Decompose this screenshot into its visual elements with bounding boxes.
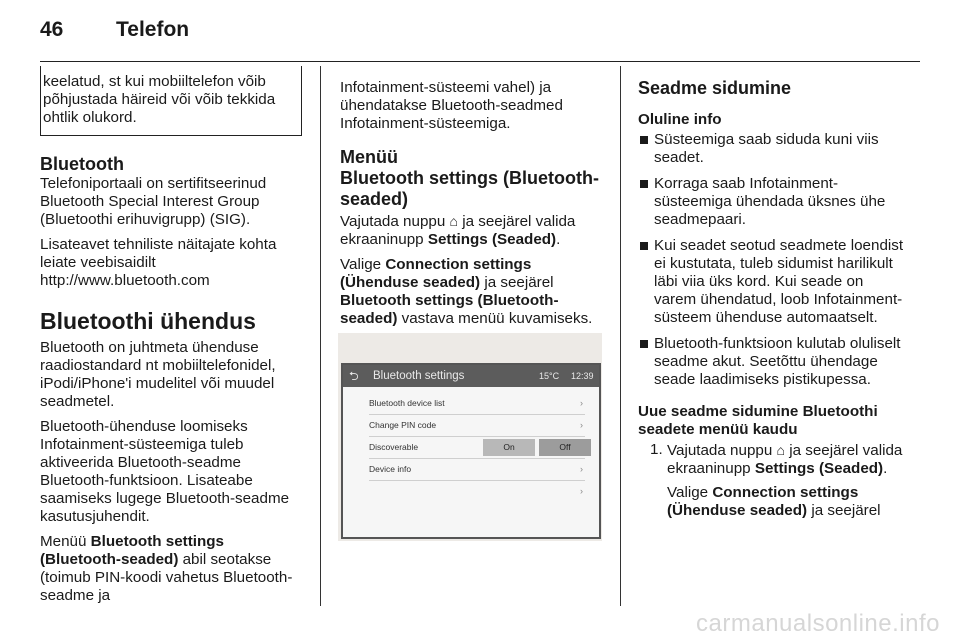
- chevron-right-icon: ›: [580, 464, 583, 474]
- heading-important-info: Oluline info: [638, 111, 722, 128]
- paragraph-bluetooth-intro: Bluetooth on juhtmeta ühenduse raadiostandard nt mobiiltelefonidel, iPodi/iPhone'i mudelitel või muudel seadmetel.: [40, 339, 276, 410]
- heading-bluetooth: Bluetooth: [40, 154, 124, 174]
- menu-row-empty: [369, 481, 585, 502]
- temperature-readout: 15°C: [539, 371, 560, 381]
- column-divider-2: [620, 66, 621, 606]
- column-2: [340, 79, 604, 335]
- column-3: [638, 78, 904, 526]
- list-item: Kui seadet seotud seadmete loendist ei kustutata, tuleb sidumist harilikult läbi viia üks kord. Kui seade on varem ühendatud, loob Infotainment-süsteem ühenduse automaatselt.: [638, 237, 904, 327]
- screen-title: Bluetooth settings: [373, 370, 465, 382]
- list-item: Korraga saab Infotainment-süsteemiga ühendada üksnes ühe seadmepaari.: [638, 175, 904, 229]
- heading-bluetooth-connection: Bluetoothi ühendus: [40, 308, 256, 334]
- back-arrow-icon[interactable]: ⮌: [349, 369, 359, 383]
- chevron-right-icon: ›: [580, 398, 583, 408]
- paragraph-select-settings: Valige Connection settings (Ühenduse seaded) ja seejärel Bluetooth settings (Bluetooth-seaded) vastava menüü kuvamiseks.: [340, 256, 593, 327]
- watermark: carmanualsonline.info: [696, 610, 940, 637]
- bullet-square-icon: [640, 340, 648, 348]
- heading-device-pairing: Seadme sidumine: [638, 78, 792, 98]
- discoverable-on-button[interactable]: On: [483, 439, 535, 456]
- column-1: [40, 66, 302, 612]
- home-icon: ⌂: [449, 213, 458, 229]
- heading-bluetooth-settings: Bluetooth settings (Bluetooth-seaded): [340, 168, 599, 209]
- menu-row-device-list[interactable]: Bluetooth device list ›: [369, 393, 585, 415]
- discoverable-off-button[interactable]: Off: [539, 439, 591, 456]
- page-header: [40, 18, 189, 42]
- column-divider-1: [320, 66, 321, 606]
- paragraph-certification: Telefoniportaali on sertifitseerinud Bluetooth Special Interest Group (Bluetoothi erihuvigrupp) (SIG).: [40, 175, 267, 228]
- heading-new-device-pairing: Uue seadme sidumine Bluetoothi seadete menüü kaudu: [638, 403, 878, 438]
- list-item: Bluetooth-funktsioon kulutab oluliselt seadme akut. Seetõttu ühendage seade laadimiseks pistikupessa.: [638, 335, 904, 389]
- menu-row-discoverable: Discoverable On Off: [369, 437, 585, 459]
- step-item: 1. Vajutada nuppu ⌂ ja seejärel valida ekraaninupp Settings (Seaded).: [650, 441, 903, 477]
- bullet-square-icon: [640, 136, 648, 144]
- chevron-right-icon: ›: [580, 420, 583, 430]
- chapter-title: Telefon: [116, 18, 190, 41]
- warning-note-box: keelatud, st kui mobiiltelefon võib põhjustada häireid või võib tekkida ohtlik olukord.: [40, 66, 302, 136]
- paragraph-activation: Bluetooth-ühenduse loomiseks Infotainment-süsteemiga tuleb aktiveerida Bluetooth-seadme Bluetooth-funktsioon. Lisateabe saamiseks lugege Bluetooth-seadme kasutusjuhendit.: [40, 418, 290, 525]
- chevron-right-icon: ›: [580, 486, 583, 496]
- infotainment-screen: [341, 363, 601, 539]
- clock-readout: 12:39: [571, 371, 594, 381]
- heading-menu: Menüü: [340, 147, 398, 167]
- bullet-square-icon: [640, 242, 648, 250]
- home-icon: ⌂: [776, 442, 785, 458]
- paragraph-press-button: Vajutada nuppu ⌂ ja seejärel valida ekraaninupp Settings (Seaded).: [340, 213, 576, 248]
- paragraph-continuation: Infotainment-süsteemi vahel) ja ühendatakse Bluetooth-seadmed Infotainment-süsteemiga.: [340, 79, 563, 132]
- menu-row-device-info[interactable]: Device info ›: [369, 459, 585, 481]
- list-item: Süsteemiga saab siduda kuni viis seadet.: [638, 131, 904, 167]
- menu-row-change-pin[interactable]: Change PIN code ›: [369, 415, 585, 437]
- header-rule: [40, 61, 920, 62]
- screen-title-bar: [343, 365, 599, 387]
- paragraph-website: Lisateavet tehniliste näitajate kohta leiate veebisaidilt http://www.bluetooth.com: [40, 236, 277, 289]
- page-number: 46: [40, 18, 64, 41]
- bluetooth-settings-screenshot: [338, 333, 602, 541]
- bullet-square-icon: [640, 180, 648, 188]
- step-item-continuation: Valige Connection settings (Ühenduse seaded) ja seejärel: [667, 484, 881, 519]
- paragraph-menu-pairing: Menüü Bluetooth settings (Bluetooth-seaded) abil seotakse (toimub PIN-koodi vahetus Bluetooth-seadme ja: [40, 533, 293, 604]
